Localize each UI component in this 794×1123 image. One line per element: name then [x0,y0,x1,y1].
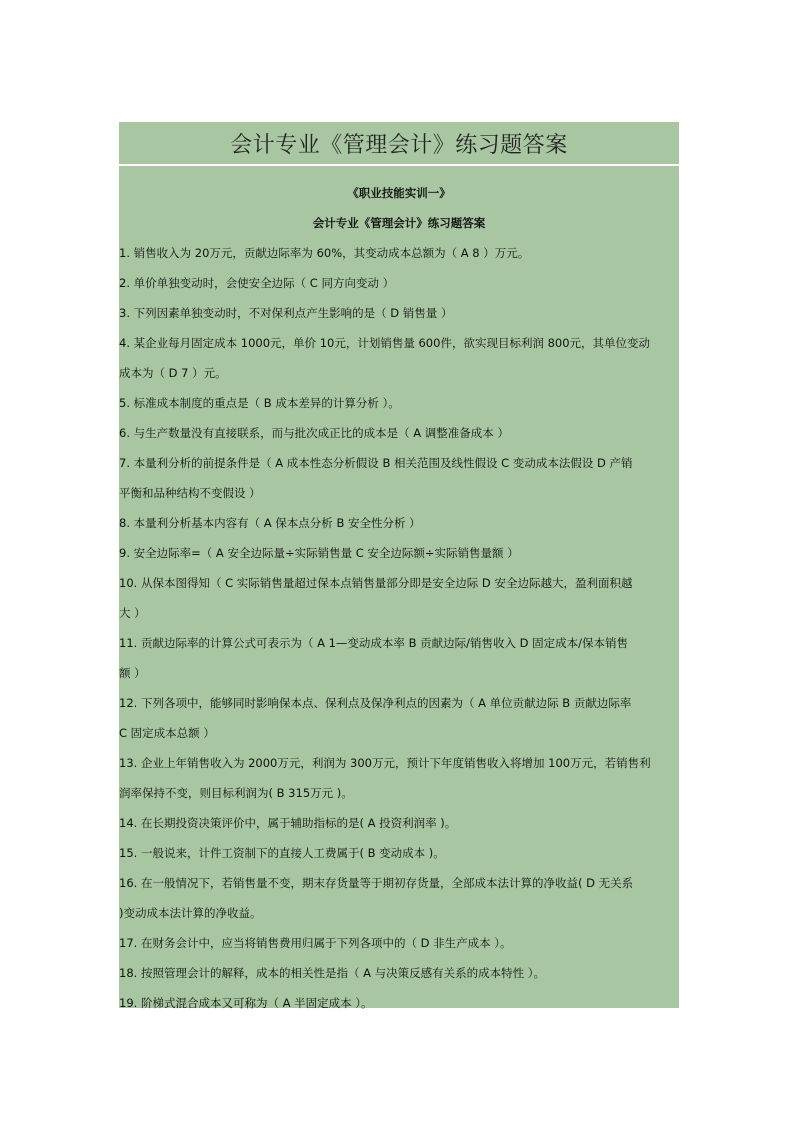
text-line: 18. 按照管理会计的解释，成本的相关性是指（ A 与决策反感有关系的成本特性 ）。 [119,966,546,980]
text-line: 16. 在一般情况下，若销售量不变，期末存货量等于期初存货量，全部成本法计算的净收益( D 无关系 [119,876,634,890]
text-line: 6. 与生产数量没有直接联系，而与批次成正比的成本是（ A 调整准备成本 ） [119,426,509,440]
text-line: 成本为（ D 7 ）元。 [119,366,227,380]
text-line: 额 ） [119,666,146,680]
text-line: 5. 标准成本制度的重点是（ B 成本差异的计算分析 ）。 [119,396,400,410]
text-line: )变动成本法计算的净收益。 [119,906,262,920]
text-line: 17. 在财务会计中，应当将销售费用归属于下列各项中的（ D 非生产成本 ）。 [119,936,512,950]
text-line: 平衡和品种结构不变假设 ） [119,486,261,500]
text-line: 1. 销售收入为 20万元，贡献边际率为 60%，其变动成本总额为（ A 8 ）万元。 [119,246,530,260]
text-line: 12. 下列各项中，能够同时影响保本点、保利点及保净利点的因素为（ A 单位贡献边际 B 贡献边际率 [119,696,632,710]
document-body [119,166,679,1018]
text-line: 19. 阶梯式混合成本又可称为（ A 半固定成本 ）。 [119,996,373,1010]
document-panel [119,122,679,1008]
text-line: 15. 一般说来，计件工资制下的直接人工费属于( B 变动成本 )。 [119,846,445,860]
text-line: 3. 下列因素单独变动时，不对保利点产生影响的是（ D 销售量 ） [119,306,453,320]
text-line: 10. 从保本图得知（ C 实际销售量超过保本点销售量部分即是安全边际 D 安全边际越大，盈利面积越 [119,576,633,590]
section-subtitle: 《职业技能实训一》 [347,186,451,200]
text-line: 大 ） [119,606,146,620]
section-heading: 会计专业《管理会计》练习题答案 [312,216,486,230]
page-title: 会计专业《管理会计》练习题答案 [230,132,568,158]
text-line: 11. 贡献边际率的计算公式可表示为（ A 1—变动成本率 B 贡献边际/销售收入 D 固定成本/保本销售 [119,636,629,650]
text-line: 8. 本量利分析基本内容有（ A 保本点分析 B 安全性分析 ） [119,516,421,530]
text-line: C 固定成本总额 ） [119,726,215,740]
text-line: 润率保持不变，则目标利润为( B 315万元 )。 [119,786,353,800]
text-line: 13. 企业上年销售收入为 2000万元，利润为 300万元，预计下年度销售收入将增加 100万元，若销售利 [119,756,651,770]
text-line: 9. 安全边际率=（ A 安全边际量÷实际销售量 C 安全边际额÷实际销售量额 ） [119,546,519,560]
text-line: 14. 在长期投资决策评价中，属于辅助指标的是( A 投资利润率 )。 [119,816,457,830]
text-line: 2. 单价单独变动时，会使安全边际（ C 同方向变动 ） [119,276,395,290]
text-line: 4. 某企业每月固定成本 1000元，单价 10元，计划销售量 600件，欲实现目标利润 800元，其单位变动 [119,336,651,350]
document-header [119,122,679,166]
text-line: 7. 本量利分析的前提条件是（ A 成本性态分析假设 B 相关范围及线性假设 C 变动成本法假设 D 产销 [119,456,633,470]
